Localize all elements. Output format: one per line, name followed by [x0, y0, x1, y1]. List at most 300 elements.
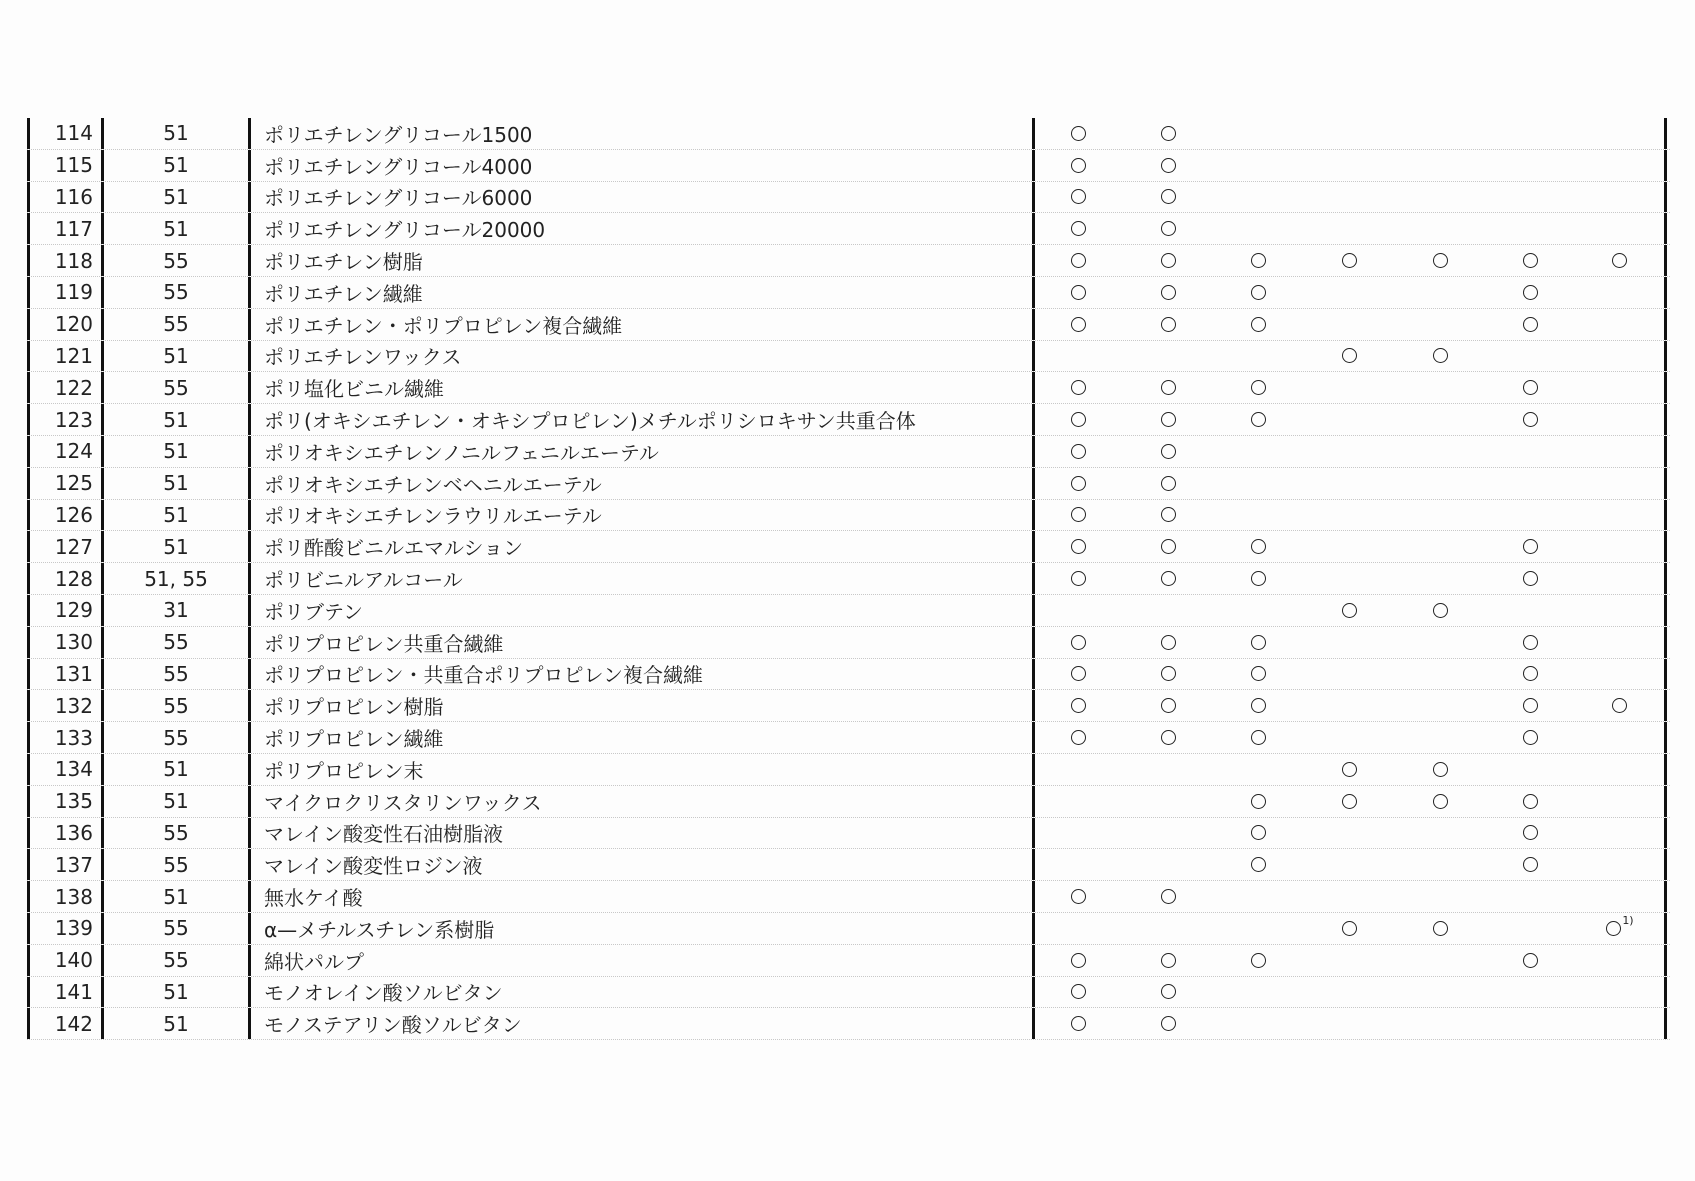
mark-cell [1213, 404, 1304, 435]
substance-name: ポリプロピレン繊維 [248, 722, 1032, 753]
mark-cell [1395, 913, 1486, 944]
mark-cell [1213, 468, 1304, 499]
table-row [27, 563, 1670, 595]
substance-name: 綿状パルプ [248, 945, 1032, 976]
circle-mark-icon [1161, 444, 1176, 459]
circle-mark-icon [1071, 253, 1086, 268]
circle-mark-icon [1523, 857, 1538, 872]
mark-cell [1395, 945, 1486, 976]
mark-cell [1395, 1008, 1486, 1039]
mark-cell [1485, 341, 1576, 372]
mark-cell [1213, 1008, 1304, 1039]
table-row [27, 150, 1670, 182]
mark-cell [1123, 818, 1214, 849]
circle-mark-icon [1071, 698, 1086, 713]
mark-cell [1032, 754, 1123, 785]
substance-name: モノオレイン酸ソルビタン [248, 977, 1032, 1008]
table-row [27, 404, 1670, 436]
mark-cell [1576, 722, 1667, 753]
mark-cell [1123, 627, 1214, 658]
mark-cell [1032, 977, 1123, 1008]
row-number: 119 [27, 277, 101, 308]
mark-cell [1213, 977, 1304, 1008]
table-row [27, 245, 1670, 277]
mark-cell [1304, 690, 1395, 721]
mark-cell [1123, 945, 1214, 976]
table-row [27, 372, 1670, 404]
mark-cell [1576, 500, 1667, 531]
mark-cell [1304, 913, 1395, 944]
substance-name: ポリオキシエチレンベヘニルエーテル [248, 468, 1032, 499]
mark-cell [1032, 722, 1123, 753]
mark-cell [1304, 818, 1395, 849]
mark-cell [1304, 341, 1395, 372]
mark-cell [1123, 690, 1214, 721]
table-row [27, 531, 1670, 563]
mark-cell [1485, 277, 1576, 308]
circle-mark-icon [1251, 571, 1266, 586]
mark-cell [1213, 309, 1304, 340]
mark-cell [1395, 150, 1486, 181]
substance-name: ポリ酢酸ビニルエマルション [248, 531, 1032, 562]
mark-cell [1032, 627, 1123, 658]
mark-cell [1123, 913, 1214, 944]
substance-name: ポリエチレングリコール20000 [248, 213, 1032, 244]
mark-cell [1395, 309, 1486, 340]
mark-cell [1485, 659, 1576, 690]
mark-cell [1213, 881, 1304, 912]
mark-cell [1213, 372, 1304, 403]
circle-mark-icon [1342, 794, 1357, 809]
circle-mark-icon [1251, 794, 1266, 809]
mark-cell [1213, 277, 1304, 308]
category-code: 55 [101, 690, 248, 721]
table-row [27, 341, 1670, 373]
mark-cell [1213, 786, 1304, 817]
row-number: 129 [27, 595, 101, 626]
mark-cell [1123, 500, 1214, 531]
circle-mark-icon [1161, 158, 1176, 173]
mark-cell [1485, 818, 1576, 849]
mark-cell [1032, 404, 1123, 435]
category-code: 51, 55 [101, 563, 248, 594]
mark-cell [1213, 913, 1304, 944]
mark-cell [1213, 563, 1304, 594]
mark-cell [1213, 436, 1304, 467]
mark-cell [1485, 754, 1576, 785]
row-number: 139 [27, 913, 101, 944]
mark-cell [1576, 690, 1667, 721]
mark-cell [1032, 945, 1123, 976]
circle-mark-icon [1251, 635, 1266, 650]
circle-mark-icon [1161, 317, 1176, 332]
substance-name: モノステアリン酸ソルビタン [248, 1008, 1032, 1039]
mark-cell [1485, 595, 1576, 626]
row-number: 137 [27, 849, 101, 880]
mark-cell [1304, 722, 1395, 753]
circle-mark-icon [1523, 412, 1538, 427]
mark-cell [1395, 722, 1486, 753]
circle-mark-icon [1523, 380, 1538, 395]
mark-cell [1304, 436, 1395, 467]
circle-mark-icon [1161, 285, 1176, 300]
mark-cell [1304, 563, 1395, 594]
substance-name: ポリ(オキシエチレン・オキシプロピレン)メチルポリシロキサン共重合体 [248, 404, 1032, 435]
mark-cell [1395, 563, 1486, 594]
substance-name: 無水ケイ酸 [248, 881, 1032, 912]
mark-cell [1123, 404, 1214, 435]
circle-mark-icon [1342, 762, 1357, 777]
circle-mark-icon [1433, 253, 1448, 268]
row-number: 118 [27, 245, 101, 276]
circle-mark-icon [1161, 571, 1176, 586]
mark-cell [1395, 881, 1486, 912]
circle-mark-icon [1161, 698, 1176, 713]
circle-mark-icon [1251, 539, 1266, 554]
row-number: 122 [27, 372, 101, 403]
circle-mark-icon [1071, 984, 1086, 999]
circle-mark-icon [1523, 666, 1538, 681]
mark-cell [1123, 245, 1214, 276]
mark-cell [1123, 786, 1214, 817]
circle-mark-icon [1161, 476, 1176, 491]
mark-cell [1032, 309, 1123, 340]
mark-cell [1485, 881, 1576, 912]
circle-mark-icon [1071, 317, 1086, 332]
mark-cell [1395, 818, 1486, 849]
circle-mark-icon [1071, 158, 1086, 173]
circle-mark-icon [1161, 666, 1176, 681]
mark-cell [1576, 213, 1667, 244]
mark-cell [1213, 627, 1304, 658]
mark-cell [1395, 849, 1486, 880]
mark-cell [1123, 436, 1214, 467]
mark-cell [1485, 436, 1576, 467]
mark-cell [1485, 404, 1576, 435]
mark-cell [1485, 182, 1576, 213]
mark-cell [1304, 213, 1395, 244]
mark-cell [1213, 722, 1304, 753]
mark-cell [1213, 500, 1304, 531]
circle-mark-icon [1433, 762, 1448, 777]
row-number: 136 [27, 818, 101, 849]
mark-cell [1123, 468, 1214, 499]
mark-cell [1485, 913, 1576, 944]
mark-cell [1485, 500, 1576, 531]
mark-cell [1032, 849, 1123, 880]
mark-cell [1032, 1008, 1123, 1039]
mark-cell [1032, 690, 1123, 721]
circle-mark-icon [1251, 380, 1266, 395]
circle-mark-icon [1071, 635, 1086, 650]
mark-cell [1395, 182, 1486, 213]
table-row [27, 945, 1670, 977]
mark-cell [1032, 563, 1123, 594]
category-code: 55 [101, 818, 248, 849]
mark-cell [1395, 977, 1486, 1008]
mark-cell [1032, 659, 1123, 690]
row-number: 142 [27, 1008, 101, 1039]
mark-cell [1576, 881, 1667, 912]
circle-mark-icon [1071, 666, 1086, 681]
row-number: 140 [27, 945, 101, 976]
mark-cell [1213, 849, 1304, 880]
substance-name: ポリエチレングリコール4000 [248, 150, 1032, 181]
circle-mark-icon [1251, 857, 1266, 872]
mark-cell [1123, 213, 1214, 244]
row-number: 126 [27, 500, 101, 531]
substance-name: マイクロクリスタリンワックス [248, 786, 1032, 817]
mark-cell [1213, 818, 1304, 849]
mark-cell [1485, 849, 1576, 880]
mark-cell [1485, 945, 1576, 976]
circle-mark-icon [1071, 126, 1086, 141]
mark-cell [1213, 150, 1304, 181]
mark-cell [1576, 531, 1667, 562]
mark-cell [1123, 531, 1214, 562]
mark-cell [1304, 881, 1395, 912]
circle-mark-icon [1523, 539, 1538, 554]
mark-cell [1485, 1008, 1576, 1039]
mark-cell [1576, 404, 1667, 435]
mark-cell [1123, 977, 1214, 1008]
mark-cell [1123, 150, 1214, 181]
mark-cell [1304, 150, 1395, 181]
ingredient-table [27, 118, 1670, 1040]
mark-cell [1123, 372, 1214, 403]
mark-cell [1395, 690, 1486, 721]
circle-mark-icon [1071, 507, 1086, 522]
mark-cell [1123, 309, 1214, 340]
mark-cell [1395, 404, 1486, 435]
circle-mark-icon [1251, 412, 1266, 427]
mark-cell [1304, 595, 1395, 626]
mark-cell [1395, 118, 1486, 149]
mark-cell [1395, 786, 1486, 817]
category-code: 51 [101, 531, 248, 562]
table-row [27, 913, 1670, 945]
mark-cell [1576, 372, 1667, 403]
category-code: 51 [101, 150, 248, 181]
mark-cell [1485, 531, 1576, 562]
circle-mark-icon [1523, 317, 1538, 332]
mark-cell [1213, 754, 1304, 785]
mark-cell [1123, 1008, 1214, 1039]
circle-mark-icon [1161, 507, 1176, 522]
table-row [27, 1008, 1670, 1040]
mark-cell [1395, 468, 1486, 499]
row-number: 134 [27, 754, 101, 785]
table-row [27, 436, 1670, 468]
row-number: 121 [27, 341, 101, 372]
circle-mark-icon [1161, 953, 1176, 968]
mark-cell [1123, 277, 1214, 308]
substance-name: ポリエチレン繊維 [248, 277, 1032, 308]
mark-cell [1485, 722, 1576, 753]
circle-mark-icon [1071, 1016, 1086, 1031]
mark-cell [1304, 182, 1395, 213]
mark-cell [1032, 245, 1123, 276]
category-code: 51 [101, 754, 248, 785]
mark-cell [1395, 213, 1486, 244]
mark-cell [1032, 531, 1123, 562]
row-number: 125 [27, 468, 101, 499]
circle-mark-icon [1612, 698, 1627, 713]
category-code: 51 [101, 881, 248, 912]
mark-cell [1485, 563, 1576, 594]
table-row [27, 786, 1670, 818]
circle-mark-icon [1342, 253, 1357, 268]
circle-mark-icon [1071, 571, 1086, 586]
circle-mark-icon [1071, 380, 1086, 395]
mark-cell [1576, 436, 1667, 467]
row-number: 131 [27, 659, 101, 690]
mark-cell [1304, 309, 1395, 340]
mark-cell [1123, 659, 1214, 690]
circle-mark-icon [1071, 953, 1086, 968]
row-number: 138 [27, 881, 101, 912]
table-row [27, 309, 1670, 341]
mark-cell [1123, 118, 1214, 149]
mark-cell [1576, 150, 1667, 181]
mark-cell [1213, 182, 1304, 213]
substance-name: ポリビニルアルコール [248, 563, 1032, 594]
mark-cell [1304, 531, 1395, 562]
category-code: 55 [101, 722, 248, 753]
substance-name: α—メチルスチレン系樹脂 [248, 913, 1032, 944]
mark-cell [1576, 245, 1667, 276]
circle-mark-icon [1342, 921, 1357, 936]
row-number: 124 [27, 436, 101, 467]
circle-mark-icon [1523, 794, 1538, 809]
mark-cell [1485, 690, 1576, 721]
table-row [27, 595, 1670, 627]
mark-cell [1485, 213, 1576, 244]
category-code: 55 [101, 277, 248, 308]
table-row [27, 722, 1670, 754]
category-code: 55 [101, 627, 248, 658]
row-number: 132 [27, 690, 101, 721]
mark-cell [1304, 118, 1395, 149]
mark-cell [1304, 659, 1395, 690]
mark-cell [1032, 182, 1123, 213]
mark-cell [1485, 627, 1576, 658]
table-row [27, 977, 1670, 1009]
mark-cell [1395, 627, 1486, 658]
table-row [27, 182, 1670, 214]
row-number: 120 [27, 309, 101, 340]
mark-cell [1032, 913, 1123, 944]
mark-cell [1576, 1008, 1667, 1039]
mark-cell [1032, 786, 1123, 817]
substance-name: ポリブテン [248, 595, 1032, 626]
circle-mark-icon [1071, 539, 1086, 554]
circle-mark-icon [1161, 984, 1176, 999]
circle-mark-icon [1433, 348, 1448, 363]
circle-mark-icon [1523, 825, 1538, 840]
mark-cell [1032, 213, 1123, 244]
circle-mark-icon [1161, 189, 1176, 204]
table-row [27, 468, 1670, 500]
mark-cell [1576, 849, 1667, 880]
mark-cell [1032, 881, 1123, 912]
mark-cell [1213, 118, 1304, 149]
substance-name: ポリプロピレン樹脂 [248, 690, 1032, 721]
circle-mark-icon [1071, 476, 1086, 491]
mark-cell [1485, 309, 1576, 340]
row-number: 115 [27, 150, 101, 181]
mark-cell [1395, 595, 1486, 626]
category-code: 51 [101, 977, 248, 1008]
mark-cell [1304, 627, 1395, 658]
category-code: 55 [101, 913, 248, 944]
mark-cell [1395, 659, 1486, 690]
mark-cell [1576, 595, 1667, 626]
circle-mark-icon [1612, 253, 1627, 268]
mark-cell [1576, 277, 1667, 308]
mark-cell [1123, 754, 1214, 785]
mark-cell [1485, 372, 1576, 403]
mark-cell [1304, 945, 1395, 976]
circle-mark-icon [1251, 666, 1266, 681]
circle-mark-icon [1071, 730, 1086, 745]
mark-cell [1576, 309, 1667, 340]
mark-cell [1576, 659, 1667, 690]
mark-cell [1304, 500, 1395, 531]
substance-name: ポリオキシエチレンノニルフェニルエーテル [248, 436, 1032, 467]
substance-name: ポリプロピレン・共重合ポリプロピレン複合繊維 [248, 659, 1032, 690]
row-number: 135 [27, 786, 101, 817]
mark-cell [1304, 372, 1395, 403]
circle-mark-icon [1251, 317, 1266, 332]
table-row [27, 500, 1670, 532]
mark-cell [1304, 754, 1395, 785]
mark-cell [1304, 786, 1395, 817]
mark-cell [1032, 818, 1123, 849]
mark-cell [1032, 341, 1123, 372]
table-row [27, 849, 1670, 881]
table-row [27, 818, 1670, 850]
circle-mark-icon [1523, 953, 1538, 968]
category-code: 51 [101, 786, 248, 817]
category-code: 55 [101, 945, 248, 976]
mark-cell [1485, 468, 1576, 499]
mark-cell [1576, 118, 1667, 149]
mark-cell [1395, 531, 1486, 562]
mark-cell [1576, 977, 1667, 1008]
substance-name: ポリエチレン・ポリプロピレン複合繊維 [248, 309, 1032, 340]
circle-mark-icon [1523, 285, 1538, 300]
circle-mark-icon [1161, 1016, 1176, 1031]
row-number: 141 [27, 977, 101, 1008]
table-row [27, 118, 1670, 150]
mark-cell [1123, 881, 1214, 912]
circle-mark-icon [1342, 603, 1357, 618]
mark-cell [1032, 468, 1123, 499]
substance-name: ポリオキシエチレンラウリルエーテル [248, 500, 1032, 531]
table-row [27, 659, 1670, 691]
substance-name: マレイン酸変性ロジン液 [248, 849, 1032, 880]
category-code: 51 [101, 468, 248, 499]
substance-name: ポリプロピレン共重合繊維 [248, 627, 1032, 658]
mark-cell [1395, 436, 1486, 467]
row-number: 130 [27, 627, 101, 658]
mark-cell [1213, 690, 1304, 721]
mark-cell [1213, 945, 1304, 976]
category-code: 51 [101, 213, 248, 244]
table-row [27, 627, 1670, 659]
row-number: 117 [27, 213, 101, 244]
